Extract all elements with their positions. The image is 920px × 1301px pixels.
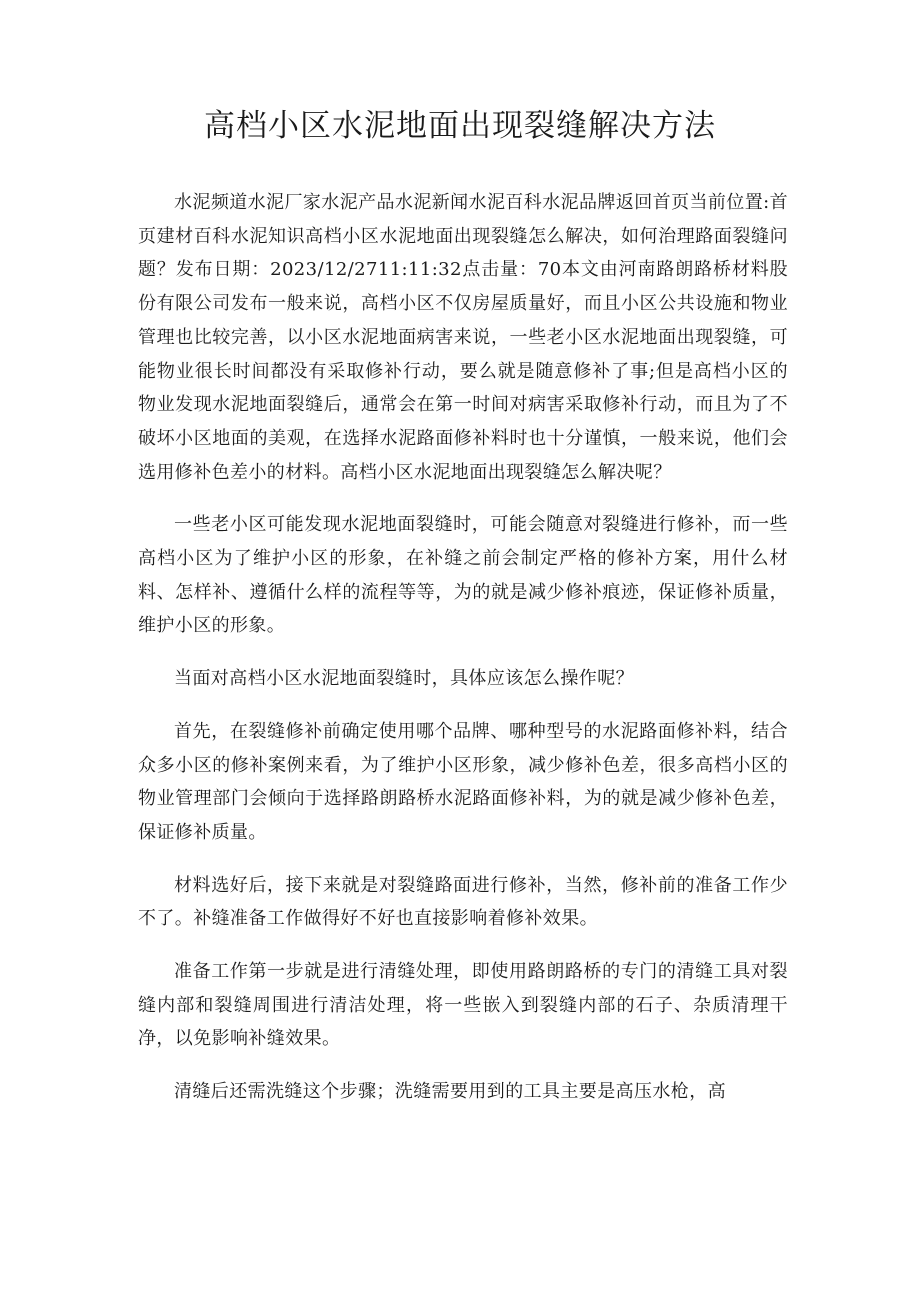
paragraph-old-vs-premium: 一些老小区可能发现水泥地面裂缝时，可能会随意对裂缝进行修补，而一些高档小区为了维护小区的形象，在补缝之前会制定严格的修补方案，用什么材料、怎样补、遵循什么样的流程等等，为的就是减少修补痕迹，保证修补质量，维护小区的形象。 [138,514,788,637]
paragraph-intro: 水泥频道水泥厂家水泥产品水泥新闻水泥百科水泥品牌返回首页当前位置:首页建材百科水泥知识高档小区水泥地面出现裂缝怎么解决，如何治理路面裂缝问题？发布日期：2023/12/2711:11:32点击量：70本文由河南路朗路桥材料股份有限公司发布一般来说，高档小区不仅房屋质量好，而且小区公共设施和物业管理也比较完善，以小区水泥地面病害来说，一些老小区水泥地面出现裂缝，可能物业很长时间都没有采取修补行动，要么就是随意修补了事;但是高档小区的物业发现水泥地面裂缝后，通常会在第一时间对病害采取修补行动，而且为了不破坏小区地面的美观，在选择水泥路面修补料时也十分谨慎，一般来说，他们会选用修补色差小的材料。高档小区水泥地面出现裂缝怎么解决呢？ [138,192,788,483]
paragraph-cleaning: 准备工作第一步就是进行清缝处理，即使用路朗路桥的专门的清缝工具对裂缝内部和裂缝周围进行清洁处理，将一些嵌入到裂缝内部的石子、杂质清理干净，以免影响补缝效果。 [138,961,788,1050]
paragraph-preparation: 材料选好后，接下来就是对裂缝路面进行修补，当然，修补前的准备工作少不了。补缝准备工作做得好不好也直接影响着修补效果。 [138,874,788,930]
document-body [138,186,788,1128]
paragraph-washing: 清缝后还需洗缝这个步骤；洗缝需要用到的工具主要是高压水枪，高 [174,1081,726,1103]
paragraph-material-choice: 首先，在裂缝修补前确定使用哪个品牌、哪种型号的水泥路面修补料，结合众多小区的修补案例来看，为了维护小区形象，减少修补色差，很多高档小区的物业管理部门会倾向于选择路朗路桥水泥路面修补料，为的就是减少修补色差，保证修补质量。 [138,720,788,843]
paragraph-question: 当面对高档小区水泥地面裂缝时，具体应该怎么操作呢？ [174,668,634,690]
document-title: 高档小区水泥地面出现裂缝解决方法 [204,108,716,144]
